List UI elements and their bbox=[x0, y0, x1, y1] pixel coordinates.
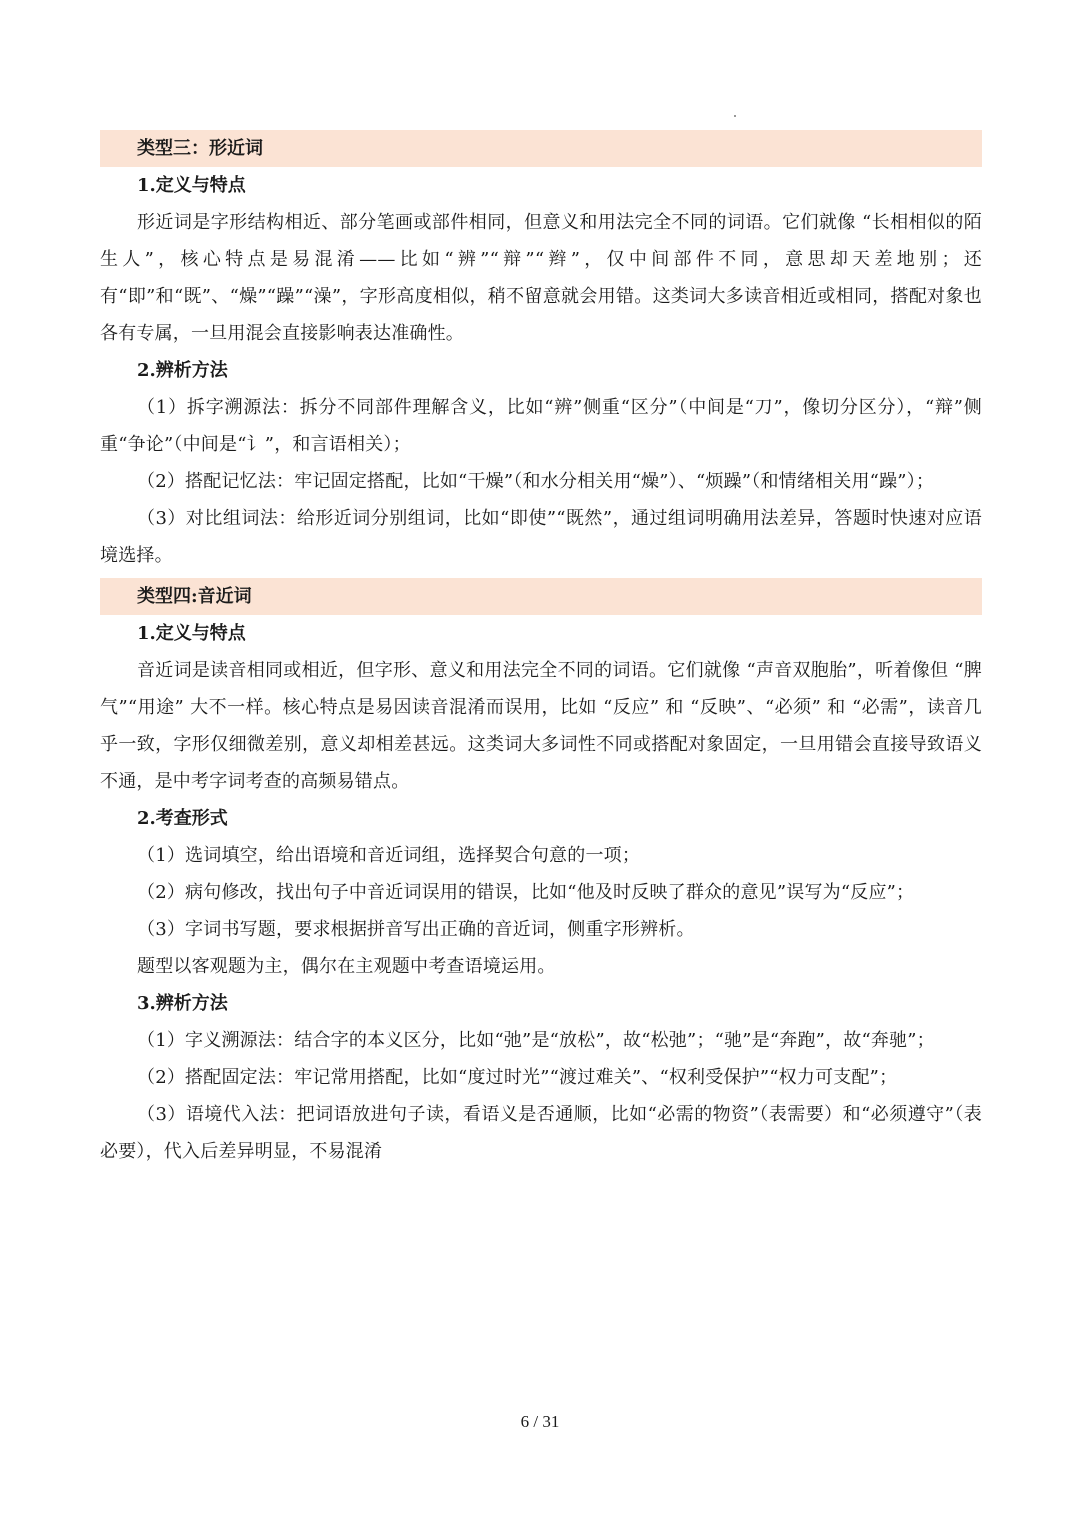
page-number: 6 / 31 bbox=[520, 1412, 560, 1431]
paragraph: （3）对比组词法：给形近词分别组词，比如“即使”“既然”，通过组词明确用法差异，答题时快速对应语境选择。 bbox=[100, 508, 982, 566]
stray-mark bbox=[734, 115, 736, 117]
paragraph: 音近词是读音相同或相近，但字形、意义和用法完全不同的词语。它们就像 “声音双胞胎”，听着像但 “脾气”“用途” 大不一样。核心特点是易因读音混淆而误用，比如 “反应” 和 “反映”、“必须” 和 “必需”，读音几乎一致，字形仅细微差别，意义却相差甚远。这类词大多词性不同或搭配对象固定，一旦用错会直接导致语义不通，是中考字词考查的高频易错点。 bbox=[100, 660, 982, 792]
heading-methods: 2.辨析方法 bbox=[137, 360, 228, 381]
page-content bbox=[100, 126, 982, 1170]
paragraph: （2）病句修改，找出句子中音近词误用的错误，比如“他及时反映了群众的意见”误写为“反应”； bbox=[137, 882, 915, 903]
section-title-yinjinci: 类型四:音近词 bbox=[100, 578, 982, 615]
section-title-xingjinci: 类型三：形近词 bbox=[100, 130, 982, 167]
paragraph: （2）搭配记忆法：牢记固定搭配，比如“干燥”（和水分相关用“燥”）、“烦躁”（和情绪相关用“躁”）； bbox=[137, 471, 935, 492]
paragraph: （1）字义溯源法：结合字的本义区分，比如“弛”是“放松”，故“松弛”；“驰”是“奔跑”，故“奔驰”； bbox=[137, 1030, 935, 1051]
heading-methods: 3.辨析方法 bbox=[137, 993, 228, 1014]
paragraph: （3）语境代入法：把词语放进句子读，看语义是否通顺，比如“必需的物资”（表需要）和“必须遵守”（表必要），代入后差异明显，不易混淆 bbox=[100, 1104, 982, 1162]
paragraph: 形近词是字形结构相近、部分笔画或部件相同，但意义和用法完全不同的词语。它们就像 “长相相似的陌生人”，核心特点是易混淆——比如“辨”“辩”“辫”，仅中间部件不同，意思却天差地别；还有“即”和“既”、“燥”“躁”“澡”，字形高度相似，稍不留意就会用错。这类词大多读音相近或相同，搭配对象也各有专属，一旦用混会直接影响表达准确性。 bbox=[100, 212, 982, 344]
paragraph: （2）搭配固定法：牢记常用搭配，比如“度过时光”“渡过难关”、“权利受保护”“权力可支配”； bbox=[137, 1067, 898, 1088]
paragraph: （1）拆字溯源法：拆分不同部件理解含义，比如“辨”侧重“区分”（中间是“刀”，像切分区分），“辩”侧重“争论”（中间是“讠”，和言语相关）； bbox=[100, 397, 982, 455]
paragraph: （3）字词书写题，要求根据拼音写出正确的音近词，侧重字形辨析。 bbox=[137, 919, 695, 940]
heading-exam-forms: 2.考查形式 bbox=[137, 808, 228, 829]
paragraph: （1）选词填空，给出语境和音近词组，选择契合句意的一项； bbox=[137, 845, 641, 866]
heading-definition: 1.定义与特点 bbox=[137, 175, 246, 196]
paragraph: 题型以客观题为主，偶尔在主观题中考查语境运用。 bbox=[137, 956, 556, 977]
heading-definition: 1.定义与特点 bbox=[137, 623, 246, 644]
